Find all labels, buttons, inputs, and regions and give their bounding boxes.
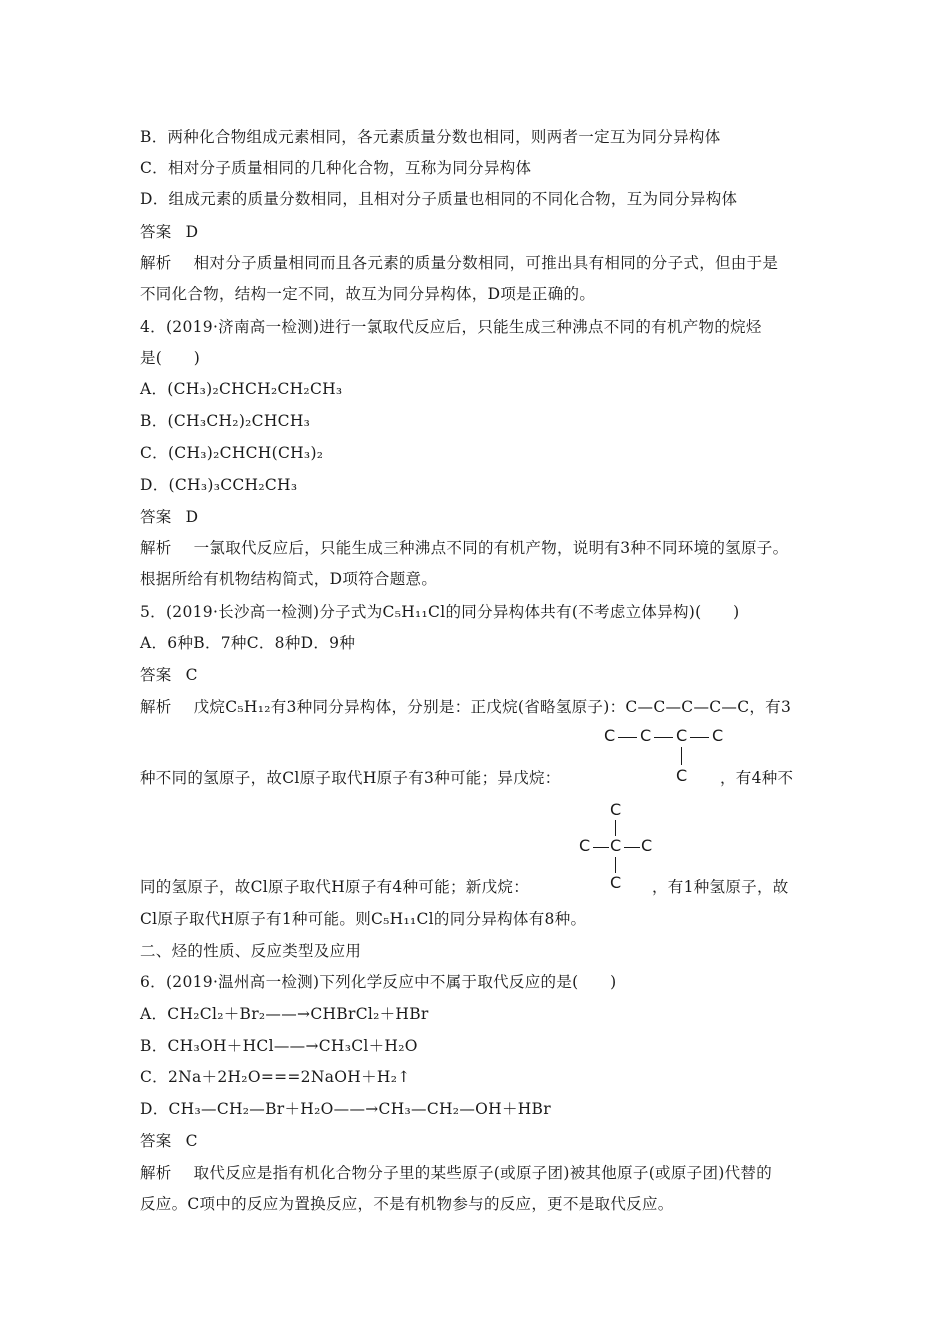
analysis-text: ，有1种氢原子，故 xyxy=(652,878,789,896)
q5-answer xyxy=(140,665,820,685)
q3-option-d: D．组成元素的质量分数相同，且相对分子质量也相同的不同化合物，互为同分异构体 xyxy=(140,190,738,208)
analysis-text: 一氯取代反应后，只能生成三种沸点不同的有机产物，说明有3种不同环境的氢原子。 xyxy=(193,539,789,557)
analysis-text: 戊烷C₅H₁₂有3种同分异构体，分别是：正戊烷(省略氢原子)：C—C—C—C—C，有3 xyxy=(193,698,792,716)
analysis-text: 同的氢原子，故Cl原子取代H原子有4种可能；新戊烷： xyxy=(140,878,529,896)
q4-option-d: D．(CH₃)₃CCH₂CH₃ xyxy=(140,476,298,494)
section-heading: 二、烃的性质、反应类型及应用 xyxy=(140,942,362,960)
atom-c: C xyxy=(712,726,724,745)
q5-stem: 5．(2019·长沙高一检测)分子式为C₅H₁₁Cl的同分异构体共有(不考虑立体异构)( ) xyxy=(140,603,740,621)
atom-c: C xyxy=(640,726,652,745)
q6-option-c: C．2Na＋2H₂O===2NaOH＋H₂↑ xyxy=(140,1068,411,1086)
answer-value: D xyxy=(185,223,199,241)
q5-analysis-line-2 xyxy=(140,768,820,788)
answer-label: 答案 xyxy=(140,223,172,241)
q4-option-b: B．(CH₃CH₂)₂CHCH₃ xyxy=(140,412,311,430)
answer-label: 答案 xyxy=(140,1132,172,1150)
q6-analysis-line-2: 反应。C项中的反应为置换反应，不是有机物参与的反应，更不是取代反应。 xyxy=(140,1195,674,1213)
q5-analysis-line-3 xyxy=(140,877,820,897)
analysis-text: ，有4种不 xyxy=(720,769,794,787)
atom-c: C xyxy=(676,766,688,785)
analysis-text: 相对分子质量相同而且各元素的质量分数相同，可推出具有相同的分子式，但由于是 xyxy=(193,254,779,272)
q4-option-c: C．(CH₃)₂CHCH(CH₃)₂ xyxy=(140,444,324,462)
analysis-text: 取代反应是指有机化合物分子里的某些原子(或原子团)被其他原子(或原子团)代替的 xyxy=(193,1164,773,1182)
atom-c: C xyxy=(610,836,622,855)
q6-stem: 6．(2019·温州高一检测)下列化学反应中不属于取代反应的是( ) xyxy=(140,973,617,991)
analysis-label: 解析 xyxy=(140,1164,172,1182)
q4-analysis-line-2: 根据所给有机物结构简式，D项符合题意。 xyxy=(140,570,438,588)
atom-c: C xyxy=(579,836,591,855)
q3-option-c: C．相对分子质量相同的几种化合物，互称为同分异构体 xyxy=(140,159,532,177)
q5-analysis-line-4: Cl原子取代H原子有1种可能。则C₅H₁₁Cl的同分异构体有8种。 xyxy=(140,910,587,928)
analysis-label: 解析 xyxy=(140,698,172,716)
q3-answer xyxy=(140,222,820,242)
bond xyxy=(690,737,709,738)
atom-c: C xyxy=(604,726,616,745)
q4-stem-line-1: 4．(2019·济南高一检测)进行一氯取代反应后，只能生成三种沸点不同的有机产物的烷烃 xyxy=(140,318,762,336)
atom-c: C xyxy=(676,726,688,745)
q5-analysis-line-1 xyxy=(140,697,820,717)
analysis-text: 种不同的氢原子，故Cl原子取代H原子有3种可能；异戊烷： xyxy=(140,769,561,787)
bond xyxy=(618,737,637,738)
q5-options: A．6种B．7种C．8种D．9种 xyxy=(140,634,356,652)
answer-value: C xyxy=(185,1132,198,1150)
bond xyxy=(593,847,609,848)
atom-c: C xyxy=(641,836,653,855)
q4-analysis-line-1 xyxy=(140,538,820,558)
bond xyxy=(615,820,616,836)
q6-option-b: B．CH₃OH＋HCl——→CH₃Cl＋H₂O xyxy=(140,1037,418,1055)
bond xyxy=(615,857,616,873)
q6-option-d: D．CH₃—CH₂—Br＋H₂O——→CH₃—CH₂—OH＋HBr xyxy=(140,1100,551,1118)
q3-analysis-line-2: 不同化合物，结构一定不同，故互为同分异构体，D项是正确的。 xyxy=(140,285,596,303)
analysis-label: 解析 xyxy=(140,539,172,557)
atom-c: C xyxy=(610,873,622,892)
bond xyxy=(654,737,673,738)
q3-analysis-line-1 xyxy=(140,253,820,273)
answer-label: 答案 xyxy=(140,508,172,526)
analysis-label: 解析 xyxy=(140,254,172,272)
bond xyxy=(681,747,682,765)
bond xyxy=(624,847,640,848)
answer-value: D xyxy=(185,508,199,526)
q4-stem-line-2: 是( ) xyxy=(140,349,201,367)
q3-option-b: B．两种化合物组成元素相同，各元素质量分数也相同，则两者一定互为同分异构体 xyxy=(140,128,721,146)
q6-option-a: A．CH₂Cl₂＋Br₂——→CHBrCl₂＋HBr xyxy=(140,1005,429,1023)
atom-c: C xyxy=(610,800,622,819)
answer-value: C xyxy=(185,666,198,684)
q6-analysis-line-1 xyxy=(140,1163,820,1183)
q4-option-a: A．(CH₃)₂CHCH₂CH₂CH₃ xyxy=(140,380,343,398)
q4-answer xyxy=(140,507,820,527)
q6-answer xyxy=(140,1131,820,1151)
answer-label: 答案 xyxy=(140,666,172,684)
